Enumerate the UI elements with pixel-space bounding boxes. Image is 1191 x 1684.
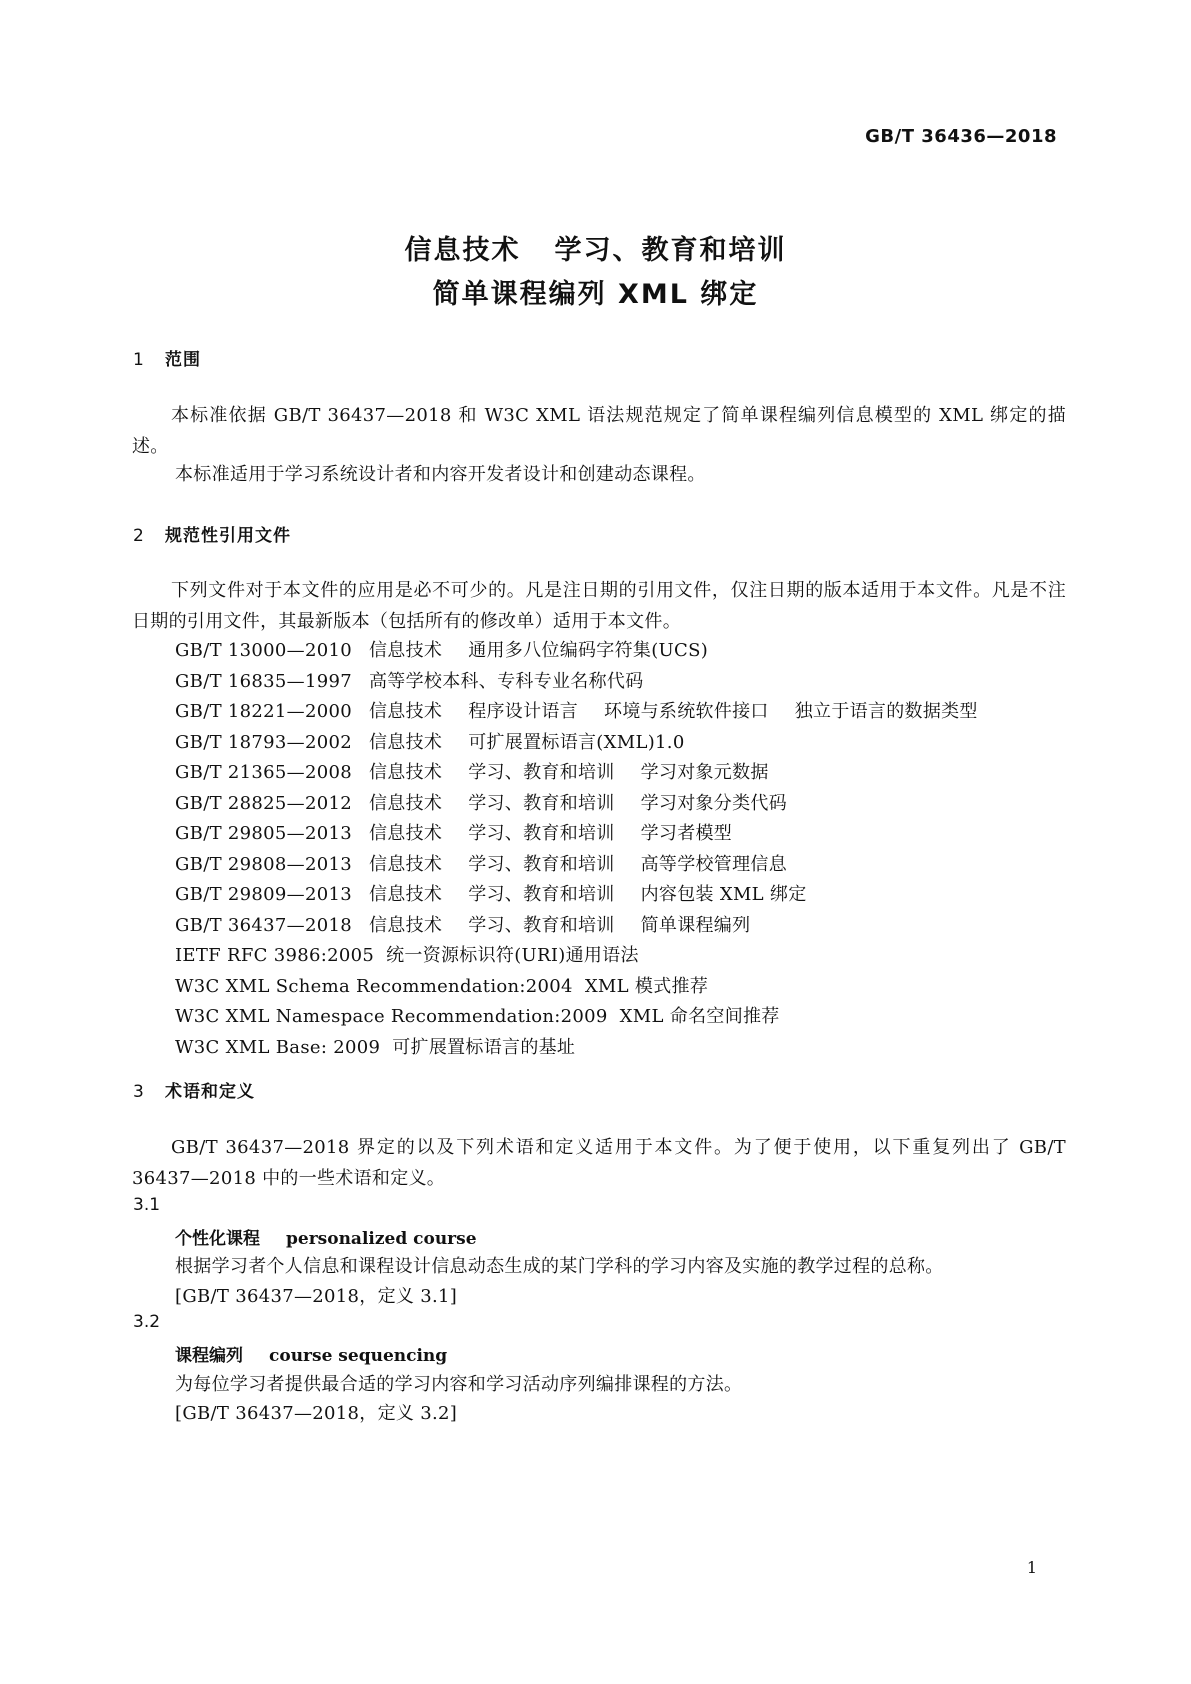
reference-code: GB/T 18221—2000	[175, 701, 352, 722]
reference-title-segment: 统一资源标识符(URI)通用语法	[386, 945, 639, 966]
reference-code: W3C XML Namespace Recommendation:2009	[175, 1006, 608, 1027]
term-english: personalized course	[286, 1229, 477, 1249]
page-number: 1	[1026, 1558, 1037, 1577]
definition-source: [GB/T 36437—2018，定义 3.2]	[175, 1403, 458, 1424]
reference-code: GB/T 28825—2012	[175, 792, 352, 814]
reference-title-segment: 环境与系统软件接口	[604, 701, 769, 722]
reference-code: GB/T 29805—2013	[175, 823, 352, 844]
term-chinese: 个性化课程	[175, 1229, 260, 1249]
reference-title-segment: 信息技术	[369, 640, 443, 661]
reference-code: GB/T 29808—2013	[175, 853, 352, 875]
title-part2: 学习、教育和培训	[554, 235, 787, 266]
section-title: 规范性引用文件	[165, 526, 291, 546]
section-number: 2	[133, 526, 145, 546]
document-title-line1	[0, 228, 1191, 267]
reference-code: GB/T 18793—2002	[175, 731, 352, 753]
reference-title-segment: 内容包装 XML 绑定	[640, 884, 807, 905]
reference-title-segment: 信息技术	[369, 914, 443, 936]
reference-title-segment: 信息技术	[369, 823, 443, 844]
standard-code: GB/T 36436—2018	[865, 126, 1057, 147]
section-number: 3	[133, 1082, 145, 1102]
term-english: course sequencing	[269, 1346, 448, 1366]
reference-code: W3C XML Schema Recommendation:2004	[175, 975, 573, 997]
reference-title-segment: 信息技术	[369, 884, 443, 905]
normative-reference-list	[175, 636, 978, 1063]
scope-paragraph-1: 本标准依据 GB/T 36437—2018 和 W3C XML 语法规范规定了简单课程编列信息模型的 XML 绑定的描述。	[132, 405, 1066, 457]
reference-title-segment: 学习、教育和培训	[468, 762, 615, 783]
reference-title-segment: 学习、教育和培训	[468, 914, 615, 936]
reference-title-segment: 学习、教育和培训	[468, 884, 615, 905]
definition-text: 根据学习者个人信息和课程设计信息动态生成的某门学科的学习内容及实施的教学过程的总称。	[175, 1256, 944, 1277]
reference-title-segment: 学习对象元数据	[640, 762, 769, 783]
reference-title-segment: 信息技术	[369, 701, 443, 722]
term-chinese: 课程编列	[175, 1346, 243, 1366]
reference-title-segment: 简单课程编列	[640, 914, 751, 936]
reference-title-segment: 学习对象分类代码	[640, 792, 788, 814]
reference-title-segment: 独立于语言的数据类型	[794, 701, 978, 722]
reference-title-segment: 信息技术	[369, 853, 443, 875]
definition-number: 3.2	[133, 1312, 161, 1332]
reference-title-segment: 程序设计语言	[468, 701, 579, 722]
reference-item	[175, 819, 978, 850]
reference-title-segment: 学习者模型	[640, 823, 733, 844]
definition-term	[175, 1341, 447, 1366]
reference-title-segment: 可扩展置标语言的基址	[392, 1036, 576, 1058]
definition-number: 3.1	[133, 1195, 161, 1215]
section-heading-3	[133, 1077, 255, 1102]
reference-title-segment: 学习、教育和培训	[468, 853, 615, 875]
reference-title-segment: XML 命名空间推荐	[619, 1006, 780, 1027]
reference-item	[175, 972, 978, 1003]
reference-item	[175, 911, 978, 942]
reference-code: GB/T 29809—2013	[175, 884, 352, 905]
reference-code: GB/T 36437—2018	[175, 914, 352, 936]
section-heading-1	[133, 345, 201, 370]
reference-title-segment: XML 模式推荐	[584, 975, 709, 997]
reference-title-segment: 学习、教育和培训	[468, 823, 615, 844]
reference-code: GB/T 21365—2008	[175, 762, 352, 783]
reference-title-segment: 信息技术	[369, 792, 443, 814]
reference-code: W3C XML Base: 2009	[175, 1036, 381, 1058]
reference-item	[175, 1033, 978, 1064]
reference-title-segment: 学习、教育和培训	[468, 792, 615, 814]
reference-item	[175, 667, 978, 698]
reference-title-segment: 信息技术	[369, 731, 443, 753]
title-part1: 信息技术	[404, 235, 521, 266]
reference-code: GB/T 13000—2010	[175, 640, 352, 661]
reference-item	[175, 697, 978, 728]
section-title: 范围	[165, 350, 201, 370]
reference-title-segment: 通用多八位编码字符集(UCS)	[468, 640, 709, 661]
reference-item	[175, 789, 978, 820]
section-number: 1	[133, 350, 145, 370]
definition-text: 为每位学习者提供最合适的学习内容和学习活动序列编排课程的方法。	[175, 1374, 743, 1395]
reference-item	[175, 880, 978, 911]
reference-item	[175, 1002, 978, 1033]
section-title: 术语和定义	[165, 1082, 255, 1102]
reference-item	[175, 941, 978, 972]
reference-code: GB/T 16835—1997	[175, 670, 352, 692]
reference-title-segment: 高等学校管理信息	[640, 853, 788, 875]
reference-item	[175, 636, 978, 667]
section-heading-2	[133, 521, 291, 546]
reference-title-segment: 高等学校本科、专科专业名称代码	[369, 670, 644, 692]
document-title-line2: 简单课程编列 XML 绑定	[432, 279, 759, 310]
scope-paragraph-2: 本标准适用于学习系统设计者和内容开发者设计和创建动态课程。	[175, 464, 706, 485]
reference-item	[175, 728, 978, 759]
normative-refs-intro: 下列文件对于本文件的应用是必不可少的。凡是注日期的引用文件，仅注日期的版本适用于本文件。凡是不注日期的引用文件，其最新版本（包括所有的修改单）适用于本文件。	[132, 580, 1066, 632]
definition-term	[175, 1224, 477, 1249]
reference-title-segment: 信息技术	[369, 762, 443, 783]
definition-source: [GB/T 36437—2018，定义 3.1]	[175, 1286, 458, 1307]
terms-intro: GB/T 36437—2018 界定的以及下列术语和定义适用于本文件。为了便于使用，以下重复列出了 GB/T 36437—2018 中的一些术语和定义。	[132, 1137, 1066, 1189]
reference-code: IETF RFC 3986:2005	[175, 945, 375, 966]
reference-item	[175, 850, 978, 881]
reference-item	[175, 758, 978, 789]
reference-title-segment: 可扩展置标语言(XML)1.0	[468, 731, 685, 753]
